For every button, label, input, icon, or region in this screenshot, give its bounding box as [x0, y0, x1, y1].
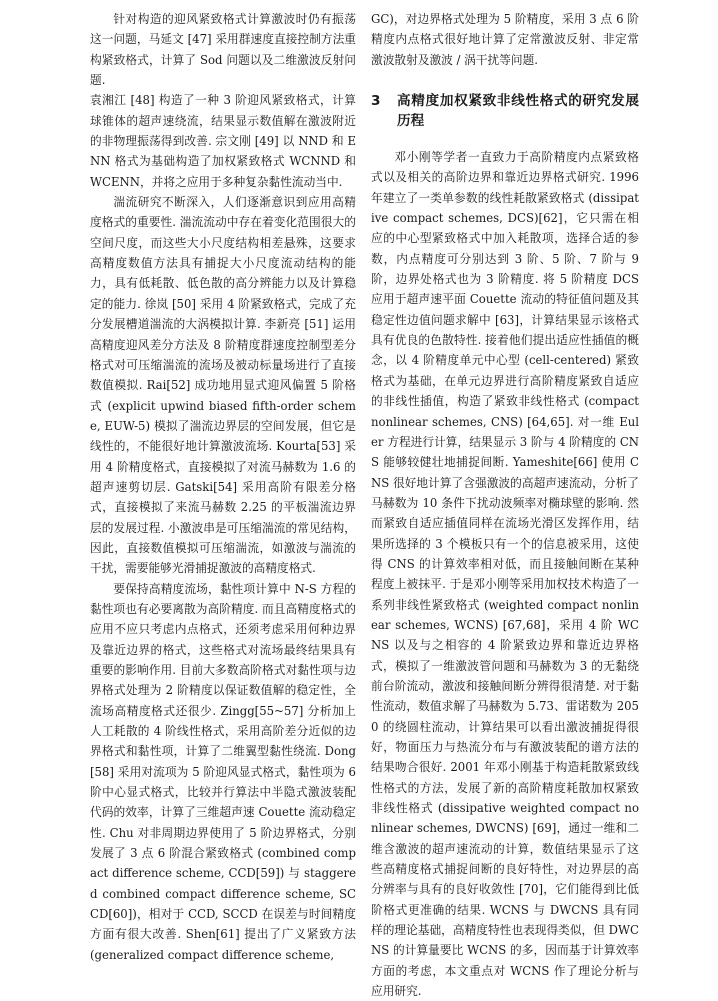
section-heading — [371, 91, 639, 131]
section-title: 高精度加权紧致非线性格式的研究发展历程 — [397, 93, 639, 130]
paragraph-yuan-xiangjiang: 袁湘江 [48] 构造了一种 3 阶迎风紧致格式，计算球锥体的超声速绕流，结果显示数值解在激波附近的非物理振荡得到改善. 宗文刚 [49] 以 NND 和 ENN 格式为基础构造了加权紧致格式 WCNND 和 WCENN，并将之应用于多种复杂黏性流动当中. — [90, 93, 356, 189]
paragraph-viscous-terms: 要保持高精度流场，黏性项计算中 N-S 方程的黏性项也有必要离散为高阶精度. 而且高精度格式的应用不应只考虑内点格式，还须考虑采用何种边界及靠近边界的格式，这些格式对流场最终结果具有重要的影响作用. 目前大多数高阶格式对黏性项与边界格式处理为 2 阶精度以保证数值解的稳定性，全流场高精度格式还很少. Zingg[55~57] 分析加上人工耗散的 4 阶线性格式，采用高阶差分近似的边界格式和黏性项，计算了二维翼型黏性绕流. Dong[58] 采用对流项为 5 阶迎风显式格式，黏性项为 6 阶中心显式格式，比较并行算法中半隐式激波装配代码的效率，计算了三维超声速 Couette 流动稳定性. Chu 对非周期边界使用了 5 阶边界格式，分别发展了 3 点 6 阶混合紧致格式 (combined compact difference scheme, CCD[59]) 与 staggered combined compact difference scheme, SCCD[60])，相对于 CCD, SCCD 在误差与时间精度方面有很大改善. Shen[61] 提出了广义紧致方法 (generalized compact difference scheme, — [90, 581, 356, 962]
right-column — [371, 9, 639, 1001]
section-number: 3 — [371, 93, 381, 110]
paragraph-turbulence-research: 湍流研究不断深入，人们逐渐意识到应用高精度格式的重要性. 湍流流动中存在着变化范围很大的空间尺度，而这些大小尺度结构相差悬殊，这要求高精度数值方法具有捕捉大小尺度流动结构的能力，具有低耗散、低色散的高分辨能力以及计算稳定的能力. 徐岚 [50] 采用 4 阶紧致格式，完成了充分发展槽道湍流的大涡模拟计算. 李新亮 [51] 运用高精度迎风差分方法及 8 阶精度群速度控制型差分格式对可压缩湍流的流场及被动标量场进行了直接数值模拟. Rai[52] 成功地用显式迎风偏置 5 阶格式 (explicit upwind biased fifth-order scheme, EUW-5) 模拟了湍流边界层的空间发展，但它是线性的，不能很好地计算激波流场. Kourta[53] 采用 4 阶精度格式，直接模拟了对流马赫数为 1.6 的超声速剪切层. Gatski[54] 采用高阶有限差分格式，直接模拟了来流马赫数 2.25 的平板湍流边界层的发展过程. 小激波串是可压缩湍流的常见结构，因此，直接数值模拟可压缩湍流，如激波与湍流的干扰，需要能够光滑捕捉激波的高精度格式. — [90, 195, 356, 576]
paragraph-ma-yanwen: 针对构造的迎风紧致格式计算激波时仍有振荡这一问题，马延文 [47] 采用群速度直接控制方法重构紧致格式，计算了 Sod 问题以及二维激波反射问题. — [90, 12, 356, 88]
paragraph-continuation: GC)，对边界格式处理为 5 阶精度，采用 3 点 6 阶精度内点格式很好地计算了定常激波反射、非定常激波散射及激波 / 涡干扰等问题. — [371, 12, 639, 67]
left-column — [90, 9, 356, 965]
paragraph-deng-xiaogang: 邓小刚等学者一直致力于高阶精度内点紧致格式以及相关的高阶边界和靠近边界格式研究. 1996 年建立了一类单参数的线性耗散紧致格式 (dissipative compact schemes, DCS)[62]，它只需在相应的中心型紧致格式中加入耗散项，选择合适的参数，内点精度可分别达到 3 阶、5 阶、7 阶与 9 阶，边界处格式也为 3 阶精度. 将 5 阶精度 DCS 应用于超声速平面 Couette 流动的特征值问题及其稳定性边值问题求解中 [63]，计算结果显示该格式具有优良的色散特性. 接着他们提出适应性插值的概念，以 4 阶精度单元中心型 (cell-centered) 紧致格式为基础，在单元边界进行高阶精度紧致自适应的非线性插值，构造了紧致非线性格式 (compact nonlinear schemes, CNS) [64,65]. 对一维 Euler 方程进行计算，结果显示 3 阶与 4 阶精度的 CNS 能够较健壮地捕捉间断. Yameshite[66] 使用 CNS 很好地计算了含强激波的高超声速流动，分析了马赫数为 10 条件下扰动波频率对椭球壁的影响. 然而紧致自适应插值同样在流场光滑区发挥作用，结果所选择的 3 个模板只有一个的信息被采用，这使得 CNS 的计算效率相对低，而且接触间断在某种程度上被抹平. 于是邓小刚等采用加权技术构造了一系列非线性紧致格式 (weighted compact nonlinear schemes, WCNS) [67,68]，采用 4 阶 WCNS 以及与之相容的 4 阶紧致边界和靠近边界格式，模拟了一维激波管问题和马赫数为 3 的无黏绕前台阶流动，激波和接触间断分辨得很清楚. 对于黏性流动，数值求解了马赫数为 5.73、雷诺数为 2050 的绕圆柱流动，计算结果可以看出激波捕捉得很好，物面压力与热流分布与有激波装配的谱方法的结果吻合很好. 2001 年邓小刚基于构造耗散紧致线性格式的方法，发展了新的高阶精度耗散加权紧致非线性格式 (dissipative weighted compact nonlinear schemes, DWCNS) [69]，通过一维和二维含激波的超声速流动的计算，数值结果显示了这些高精度格式捕捉间断的良好特性，对边界层的高分辨率与具有的良好收敛性 [70]，它们能得到比低阶格式更准确的结果. WCNS 与 DWCNS 具有同样的理论基础，高精度特性也表现得类似，但 DWCNS 的计算量要比 WCNS 的多，因而基于计算效率方面的考虑，本文重点对 WCNS 作了理论分析与应用研究. — [371, 150, 639, 999]
